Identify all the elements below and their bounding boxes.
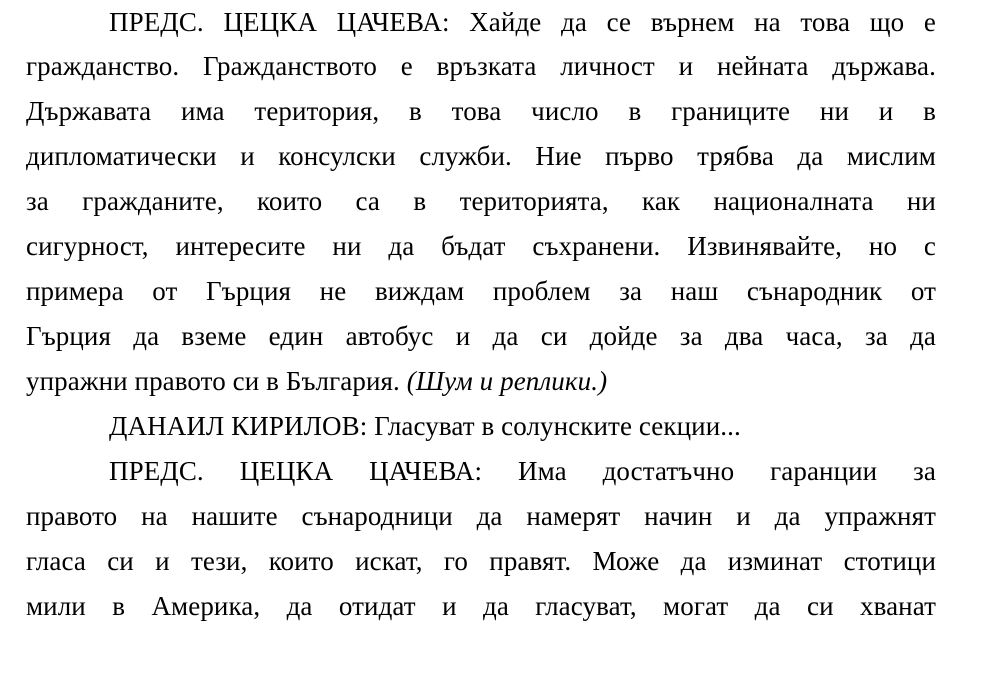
paragraph-line: примера от Гърция не виждам проблем за наш сънародник от — [26, 276, 936, 306]
paragraph-line: мили в Америка, да отидат и да гласуват, могат да си хванат — [26, 591, 936, 621]
paragraph-last-line — [26, 361, 936, 401]
paragraph-line: гражданство. Гражданството е връзката личност и нейната държава. — [26, 51, 936, 81]
speaker-line: ДАНАИЛ КИРИЛОВ: Гласуват в солунските секции... — [109, 411, 741, 441]
paragraph-line: ПРЕДС. ЦЕЦКА ЦАЧЕВА: Има достатъчно гаранции за — [109, 456, 936, 486]
paragraph-line: за гражданите, които са в територията, как националната ни — [26, 186, 936, 216]
paragraph-line: Гърция да вземе един автобус и да си дойде за два часа, за да — [26, 321, 936, 351]
paragraph-line: правото на нашите сънародници да намерят начин и да упражнят — [26, 501, 936, 531]
paragraph-text: упражни правото си в България. — [26, 366, 400, 396]
paragraph-line: Държавата има територия, в това число в границите ни и в — [26, 96, 936, 126]
paragraph-line: ПРЕДС. ЦЕЦКА ЦАЧЕВА: Хайде да се върнем на това що е — [109, 7, 936, 37]
paragraph-line: гласа си и тези, които искат, го правят. Може да изминат стотици — [26, 546, 936, 576]
paragraph-line: дипломатически и консулски служби. Ние първо трябва да мислим — [26, 141, 936, 171]
remark-noise: (Шум и реплики.) — [406, 366, 608, 396]
paragraph-line: сигурност, интересите ни да бъдат съхранени. Извинявайте, но с — [26, 231, 936, 261]
